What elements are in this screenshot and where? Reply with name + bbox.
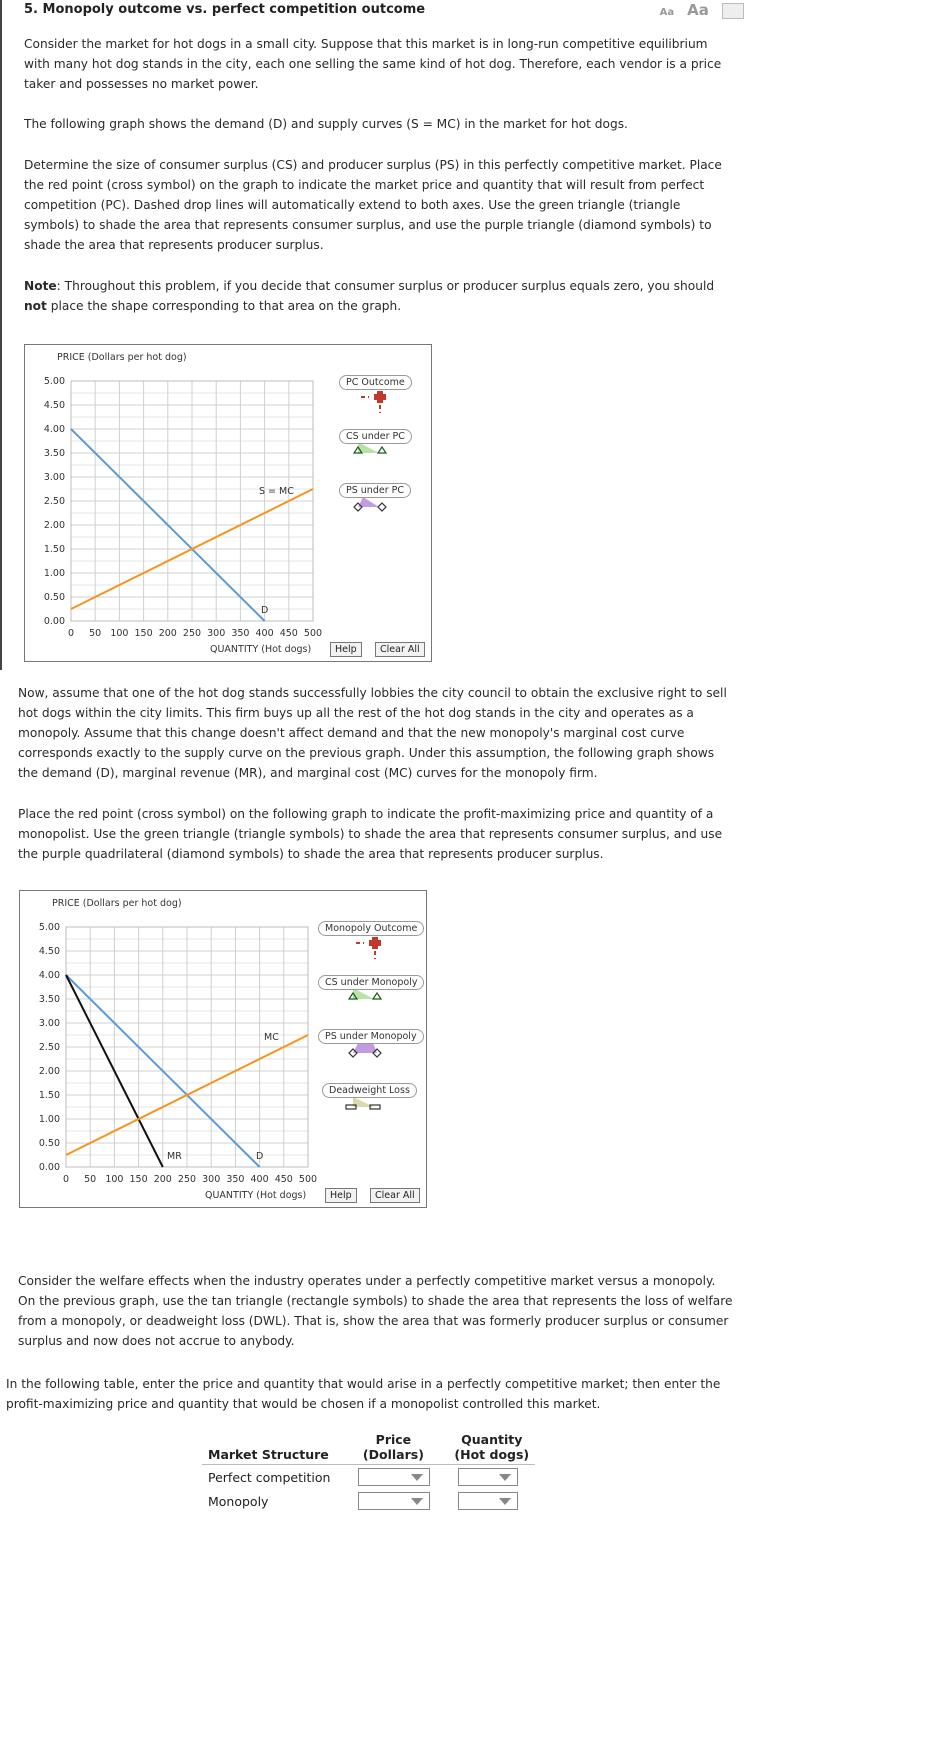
pc-x-tick-label: 350 [231, 628, 250, 639]
monopoly-demand-label: D [256, 1151, 264, 1162]
pc-y-tick-label: 4.00 [43, 424, 65, 435]
table-row [202, 1465, 535, 1490]
pc-y-tick-label: 0.50 [43, 592, 65, 603]
monopoly-y-axis-title: PRICE (Dollars per hot dog) [52, 898, 182, 909]
print-icon[interactable] [722, 3, 744, 19]
pc-x-tick-label: 0 [67, 628, 75, 639]
chevron-down-icon [499, 1498, 511, 1505]
chevron-down-icon [411, 1498, 423, 1505]
chevron-down-icon [411, 1474, 423, 1481]
pc-x-tick-label: 150 [134, 628, 153, 639]
monopoly-y-tick-label: 4.00 [38, 970, 60, 981]
monopoly-y-tick-label: 1.50 [38, 1090, 60, 1101]
monopoly-x-tick-label: 150 [129, 1174, 148, 1185]
pc-demand-label: D [261, 605, 269, 616]
monopoly-y-tick-label: 0.00 [38, 1162, 60, 1173]
pc-x-axis-title: QUANTITY (Hot dogs) [210, 644, 312, 655]
monopoly-ps-tool-button[interactable]: PS under Monopoly [318, 1029, 424, 1044]
monopoly-y-tick-label: 4.50 [38, 946, 60, 957]
pc-quantity-select[interactable] [458, 1468, 518, 1486]
pc-y-tick-label: 2.00 [43, 520, 65, 531]
pc-x-tick-label: 200 [158, 628, 177, 639]
monopoly-x-tick-label: 450 [274, 1174, 293, 1185]
pc-y-tick-label: 2.50 [43, 496, 65, 507]
monopoly-mr-label: MR [167, 1151, 182, 1162]
pc-x-tick-label: 450 [279, 628, 298, 639]
monopoly-outcome-tool-button[interactable]: Monopoly Outcome [318, 921, 424, 936]
monopoly-quantity-select[interactable] [458, 1492, 518, 1510]
welfare-paragraph: Consider the welfare effects when the industry operates under a perfectly competitive market versus a monopoly. On the previous graph, use the tan triangle (rectangle symbols) to shade the area that represents the loss of welfare from a monopoly, or deadweight loss (DWL). That is, show the area that was formerly producer surplus or consumer surplus and now does not accrue to anybody. [18, 1274, 733, 1348]
instructions-paragraph: Determine the size of consumer surplus (CS) and producer surplus (PS) in this perfectly competitive market. Place the red point (cross symbol) on the graph to indicate the market price and quantity that will result from perfect competition (PC). Dashed drop lines will automatically extend to both axes. Use the green triangle (triangle symbols) to shade the area that represents consumer surplus, and use the purple triangle (diamond symbols) to shade the area that represents producer surplus. [24, 158, 722, 252]
note-paragraph [24, 276, 734, 316]
monopoly-x-tick-label: 50 [84, 1174, 97, 1185]
monopoly-x-axis-title: QUANTITY (Hot dogs) [205, 1190, 307, 1201]
monopoly-instructions-paragraph: Place the red point (cross symbol) on the following graph to indicate the profit-maximizing price and quantity of a monopolist. Use the green triangle (triangle symbols) to shade the area that represents consumer surplus, and use the purple quadrilateral (diamond symbols) to shade the area that represents producer surplus. [18, 807, 723, 861]
quantity-header-bottom: (Hot dogs) [454, 1447, 530, 1462]
monopoly-graph-canvas[interactable] [20, 891, 426, 1207]
monopoly-dwl-tool-button[interactable]: Deadweight Loss [322, 1083, 417, 1098]
monopoly-outcome-tool-icon[interactable] [356, 937, 381, 959]
pc-y-ticks [44, 376, 65, 627]
pc-ps-tool-button[interactable]: PS under PC [339, 483, 411, 498]
monopoly-x-tick-label: 200 [153, 1174, 172, 1185]
quantity-header-top: Quantity [461, 1432, 523, 1447]
monopoly-graph[interactable] [19, 890, 427, 1208]
price-header-bottom: (Dollars) [362, 1447, 424, 1462]
table-instructions-paragraph: In the following table, enter the price and quantity that would arise in a perfectly competitive market; then enter the profit-maximizing price and quantity that would be chosen if a monopolist controlled this market. [6, 1377, 721, 1411]
pc-price-select[interactable] [358, 1468, 430, 1486]
graph-intro-paragraph: The following graph shows the demand (D) and supply curves (S = MC) in the market for hot dogs. [24, 117, 628, 131]
monopoly-clear-all-button[interactable]: Clear All [370, 1188, 420, 1203]
font-size-controls [660, 0, 744, 19]
pc-graph-canvas[interactable] [25, 345, 431, 661]
pc-outcome-tool-icon[interactable] [361, 391, 386, 413]
price-header-top: Price [375, 1432, 412, 1447]
monopoly-x-tick-label: 350 [226, 1174, 245, 1185]
monopoly-intro-paragraph: Now, assume that one of the hot dog stands successfully lobbies the city council to obtain the exclusive right to sell hot dogs within the city limits. This firm buys up all the rest of the hot dog stands in the city and operates as a monopoly. Assume that this change doesn't affect demand and that the new monopoly's marginal cost curve corresponds exactly to the supply curve on the previous graph. Under this assumption, the following graph shows the demand (D), marginal revenue (MR), and marginal cost (MC) curves for the monopoly firm. [18, 686, 727, 780]
pc-y-tick-label: 1.50 [43, 544, 65, 555]
pc-y-tick-label: 5.00 [43, 376, 65, 387]
question-header [24, 0, 744, 22]
pc-x-tick-label: 100 [110, 628, 129, 639]
pc-x-tick-label: 50 [89, 628, 102, 639]
pc-ps-tool-icon[interactable] [354, 497, 386, 511]
monopoly-price-select[interactable] [358, 1492, 430, 1510]
results-table [202, 1430, 535, 1513]
pc-x-tick-label: 500 [303, 628, 323, 639]
monopoly-dwl-tool-icon[interactable] [346, 1097, 380, 1109]
font-decrease-button[interactable]: Aa [659, 7, 675, 18]
monopoly-x-tick-label: 250 [177, 1174, 197, 1185]
monopoly-y-tick-label: 0.50 [38, 1138, 60, 1149]
pc-help-button[interactable]: Help [330, 642, 362, 657]
note-text-b: place the shape corresponding to that area on the graph. [46, 299, 402, 313]
monopoly-x-tick-label: 100 [105, 1174, 124, 1185]
monopoly-mc-label: MC [264, 1032, 279, 1043]
pc-y-tick-label: 0.00 [43, 616, 65, 627]
pc-y-axis-title: PRICE (Dollars per hot dog) [57, 352, 187, 363]
monopoly-x-tick-label: 400 [250, 1174, 269, 1185]
pc-supply-label: S = MC [259, 486, 294, 497]
pc-clear-all-button[interactable]: Clear All [375, 642, 425, 657]
pc-y-tick-label: 4.50 [43, 400, 65, 411]
table-row [202, 1489, 535, 1513]
chevron-down-icon [499, 1474, 511, 1481]
monopoly-x-tick-label: 0 [62, 1174, 70, 1185]
left-border [0, 0, 2, 670]
pc-x-tick-label: 400 [255, 628, 274, 639]
pc-graph[interactable] [24, 344, 432, 662]
monopoly-cs-tool-button[interactable]: CS under Monopoly [318, 975, 424, 990]
row-label-monopoly: Monopoly [208, 1493, 269, 1509]
pc-x-tick-label: 250 [182, 628, 202, 639]
note-text-a: : Throughout this problem, if you decide that consumer surplus or producer surplus equals zero, you should [56, 279, 715, 293]
results-header-row [202, 1430, 535, 1465]
pc-y-tick-label: 3.00 [43, 472, 65, 483]
monopoly-y-tick-label: 1.00 [38, 1114, 60, 1125]
monopoly-x-tick-label: 300 [202, 1174, 221, 1185]
monopoly-x-ticks [63, 1174, 317, 1185]
pc-grid [71, 381, 313, 621]
row-label-perfect-competition: Perfect competition [208, 1469, 331, 1485]
note-bold: not [24, 299, 47, 313]
quantity-header [436, 1430, 535, 1465]
intro-paragraph: Consider the market for hot dogs in a small city. Suppose that this market is in long-run competitive equilibrium with many hot dog stands in the city, each one selling the same kind of hot dog. Therefore, each vendor is a price taker and possesses no market power. [24, 37, 722, 91]
pc-y-tick-label: 3.50 [43, 448, 65, 459]
monopoly-x-tick-label: 500 [298, 1174, 318, 1185]
pc-x-ticks [68, 628, 322, 639]
font-increase-button[interactable]: Aa [687, 1, 709, 19]
monopoly-y-tick-label: 2.00 [38, 1066, 60, 1077]
monopoly-y-ticks [39, 922, 60, 1173]
price-header [336, 1430, 436, 1465]
monopoly-ps-tool-icon[interactable] [349, 1043, 381, 1057]
monopoly-help-button[interactable]: Help [325, 1188, 357, 1203]
monopoly-y-tick-label: 3.00 [38, 1018, 60, 1029]
monopoly-y-tick-label: 3.50 [38, 994, 60, 1005]
market-structure-header: Market Structure [202, 1430, 336, 1465]
pc-outcome-tool-button[interactable]: PC Outcome [339, 375, 412, 390]
monopoly-y-tick-label: 5.00 [38, 922, 60, 933]
note-label: Note [24, 279, 57, 293]
monopoly-y-tick-label: 2.50 [38, 1042, 60, 1053]
pc-cs-tool-button[interactable]: CS under PC [339, 429, 412, 444]
question-title: 5. Monopoly outcome vs. perfect competition outcome [24, 2, 426, 17]
pc-y-tick-label: 1.00 [43, 568, 65, 579]
pc-x-tick-label: 300 [207, 628, 226, 639]
